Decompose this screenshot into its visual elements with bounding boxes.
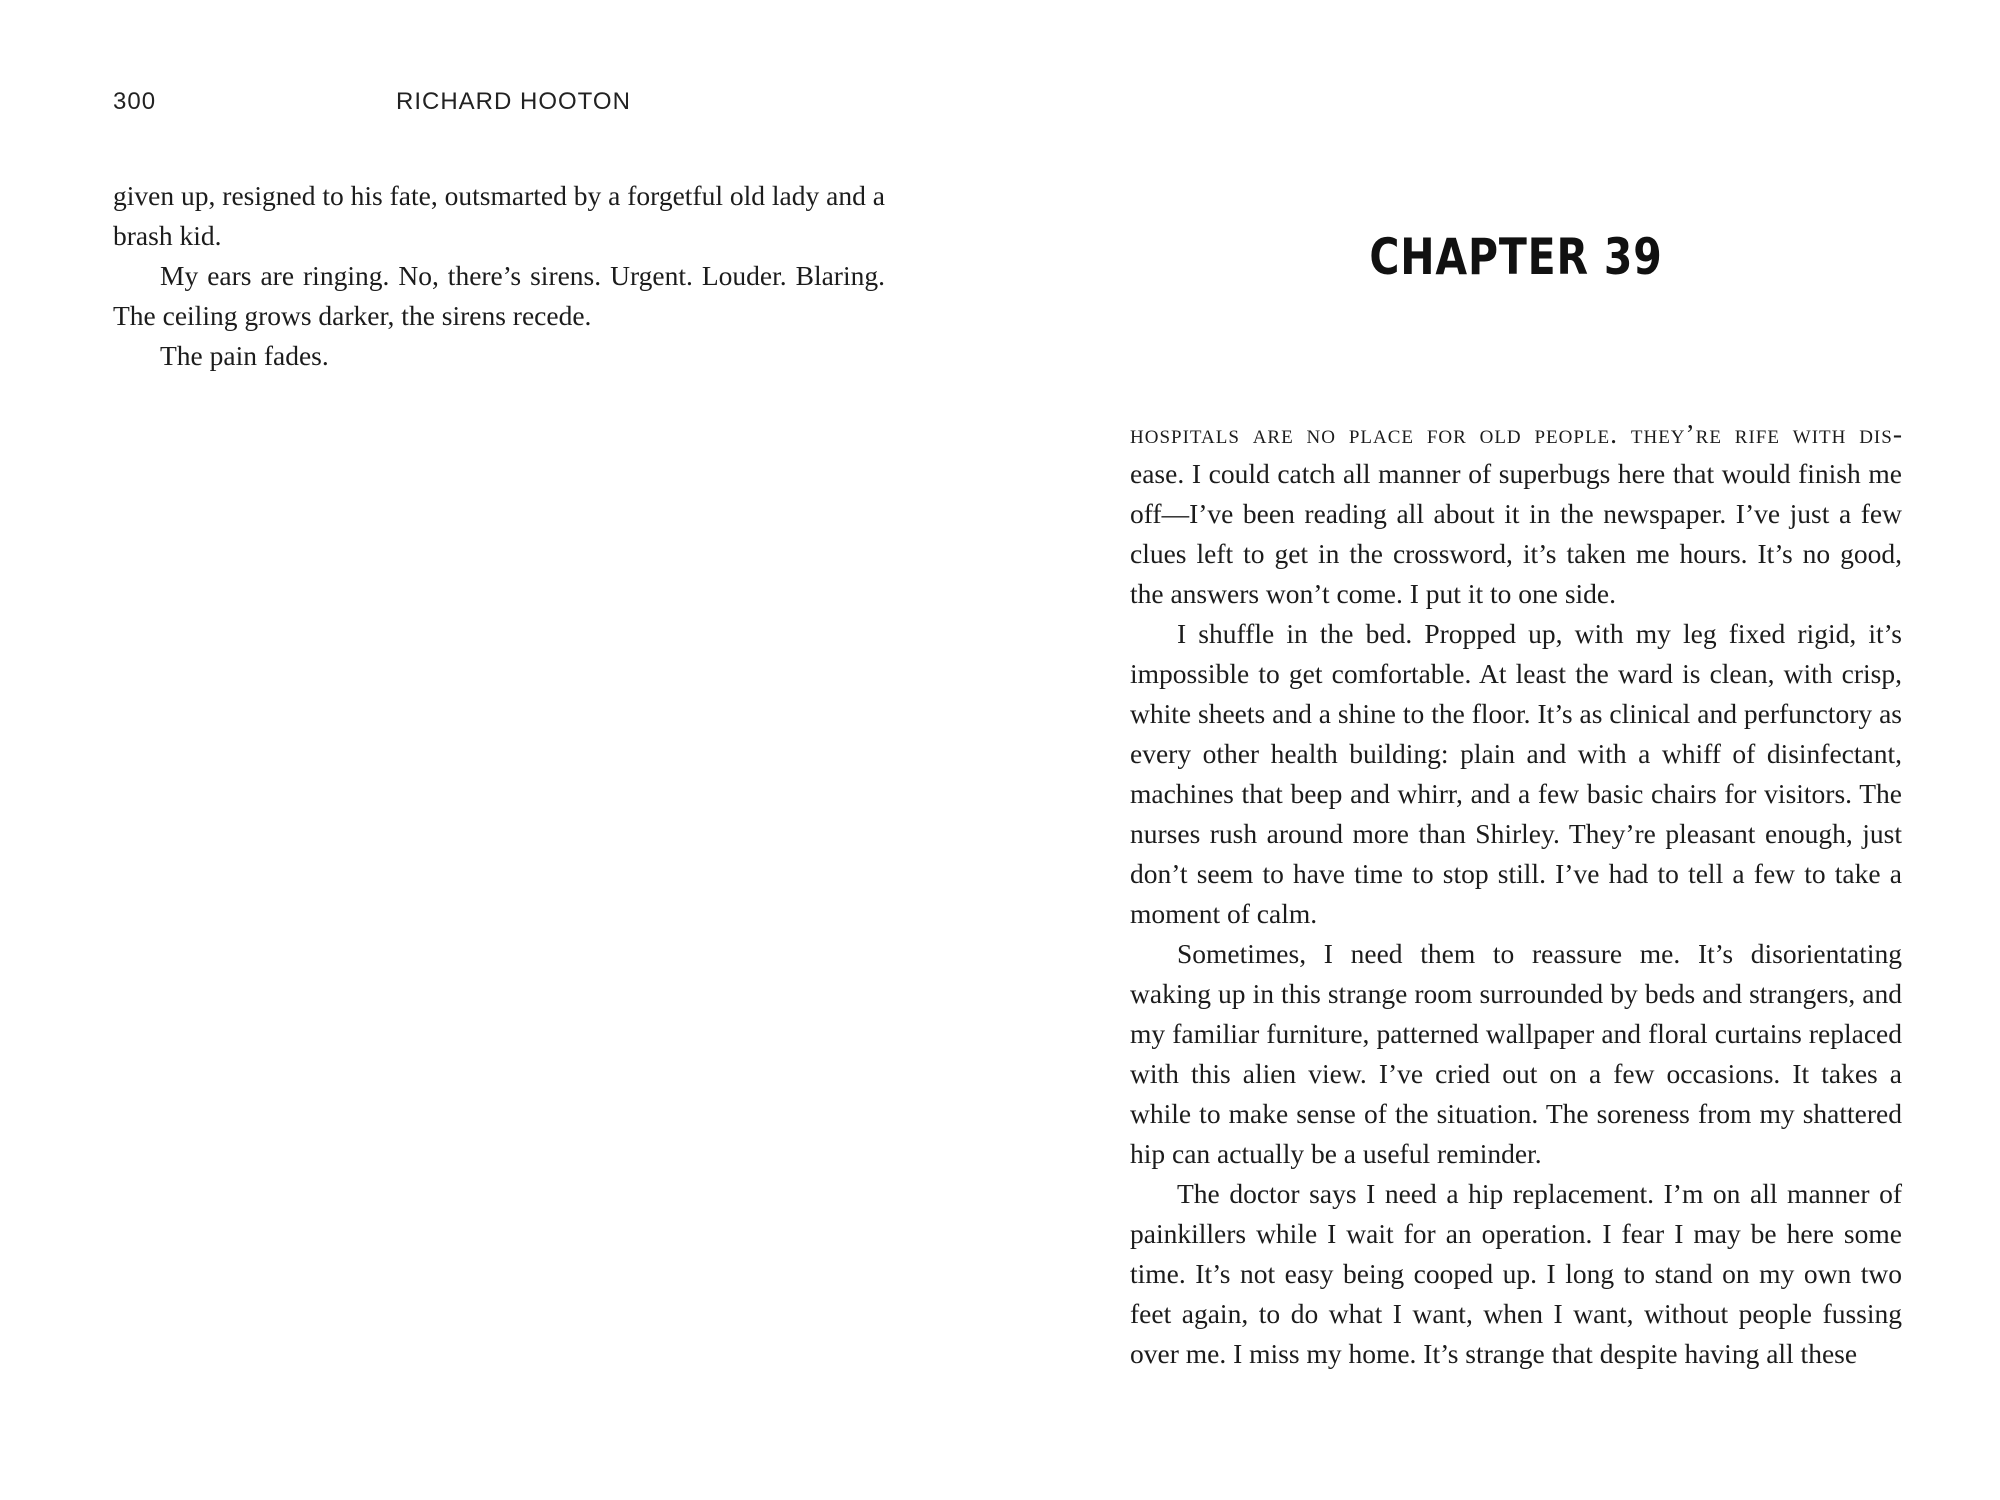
opening-text: -ease. I could catch all manner of superbugs here that would finish me off—I’ve been reading all about it in the newspaper. I’ve just a few clues left to get in the crossword, it’s taken me hours. It’s no good, the answers won’t come. I put it to one side. [1130,418,1902,609]
paragraph: My ears are ringing. No, there’s sirens. Urgent. Louder. Blaring. The ceiling grows darker, the sirens recede. [113,260,885,331]
paragraph: given up, resigned to his fate, outsmarted by a forgetful old lady and a brash kid. [113,180,885,251]
page-number: 300 [113,88,157,115]
left-page-body [113,176,885,376]
opening-smallcaps: hospitals are no place for old people. they’re rife with dis [1130,418,1893,449]
paragraph: The doctor says I need a hip replacement. I’m on all manner of painkillers while I wait for an operation. I fear I may be here some time. It’s not easy being cooped up. I long to stand on my own two feet again, to do what I want, when I want, without people fussing over me. I miss my home. It’s strange that despite having all these [1130,1178,1902,1369]
author-name: RICHARD HOOTON [396,88,631,115]
chapter-title: CHAPTER 39 [1369,228,1663,286]
right-page [1000,0,2000,1500]
paragraph: The pain fades. [160,340,329,371]
paragraph: I shuffle in the bed. Propped up, with my leg fixed rigid, it’s impossible to get comfortable. At least the ward is clean, with crisp, white sheets and a shine to the floor. It’s as clinical and perfunctory as every other health building: plain and with a whiff of disinfectant, machines that beep and whirr, and a few basic chairs for visitors. The nurses rush around more than Shirley. They’re pleasant enough, just don’t seem to have time to stop still. I’ve had to tell a few to take a moment of calm. [1130,618,1902,929]
opening-paragraph [1130,414,1902,614]
running-head [113,88,713,122]
right-page-body [1130,414,1902,1374]
paragraph: Sometimes, I need them to reassure me. It’s disorientating waking up in this strange room surrounded by beds and strangers, and my familiar furniture, patterned wallpaper and floral curtains replaced with this alien view. I’ve cried out on a few occasions. It takes a while to make sense of the situation. The soreness from my shattered hip can actually be a useful reminder. [1130,938,1902,1169]
